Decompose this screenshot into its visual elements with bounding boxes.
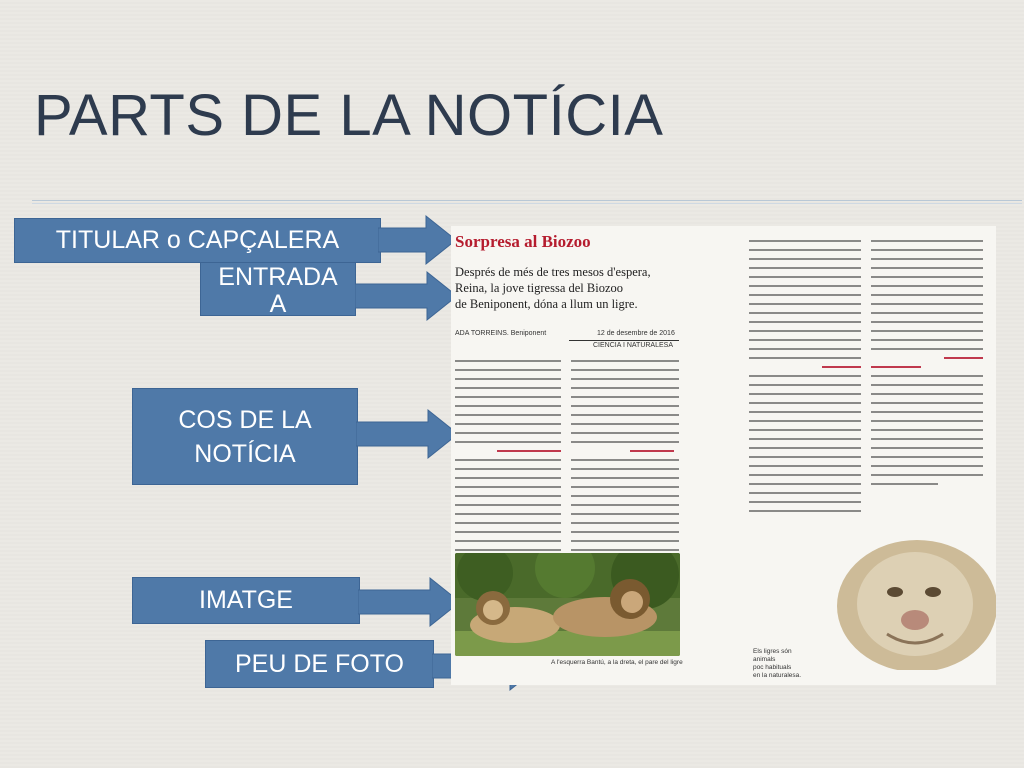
article-lead: [455, 264, 695, 312]
body-column-2: [571, 360, 679, 558]
label-peu-text: PEU DE FOTO: [234, 650, 404, 678]
title-divider: [32, 200, 1022, 201]
label-cos: [132, 388, 358, 485]
side-caption: [753, 648, 815, 680]
article-headline: Sorpresa al Biozoo: [455, 232, 591, 251]
body-column-4: [871, 240, 983, 492]
article-byline: ADA TORREINS. Beniponent: [455, 330, 547, 337]
side-caption-line2: poc habituals: [753, 664, 792, 671]
article-lead-line2: Reina, la jove tigressa del Biozoo: [455, 281, 624, 295]
label-peu: [205, 640, 434, 688]
label-cos-line2: NOTÍCIA: [194, 440, 296, 468]
label-imatge-text: IMATGE: [199, 586, 293, 614]
article-date: 12 de desembre de 2016: [597, 330, 675, 337]
side-caption-line1: Els ligres són animals: [753, 648, 792, 663]
body-column-3: [749, 240, 861, 519]
article-lead-line1: Després de més de tres mesos d'espera,: [455, 265, 651, 279]
arrow-titular: [378, 214, 458, 266]
title-divider-secondary: [32, 203, 1022, 204]
arrow-entrada: [355, 270, 460, 322]
label-entrada-line1: ENTRADA: [218, 263, 338, 291]
body-column-1: [455, 360, 561, 558]
side-caption-line3: en la naturalesa.: [753, 672, 802, 679]
liger-photo: [817, 534, 996, 670]
label-imatge: [132, 577, 360, 624]
slide-title: PARTS DE LA NOTÍCIA: [34, 83, 664, 148]
meta-divider: [569, 340, 679, 341]
photo-caption: A l'esquerra Bantú, a la dreta, el pare del ligre: [551, 659, 683, 666]
label-entrada-line2: A: [269, 290, 287, 316]
article-lead-line3: de Beniponent, dóna a llum un ligre.: [455, 297, 638, 311]
arrow-imatge: [358, 576, 463, 628]
arrow-cos: [356, 408, 461, 460]
article-section: CIENCIA I NATURALESA: [593, 342, 674, 349]
label-titular-text: TITULAR o CAPÇALERA: [55, 226, 340, 254]
label-entrada: [200, 262, 356, 316]
label-cos-line1: COS DE LA: [178, 406, 312, 434]
newspaper-clipping: [451, 226, 996, 685]
lions-photo: [455, 553, 680, 656]
label-titular: [14, 218, 381, 263]
